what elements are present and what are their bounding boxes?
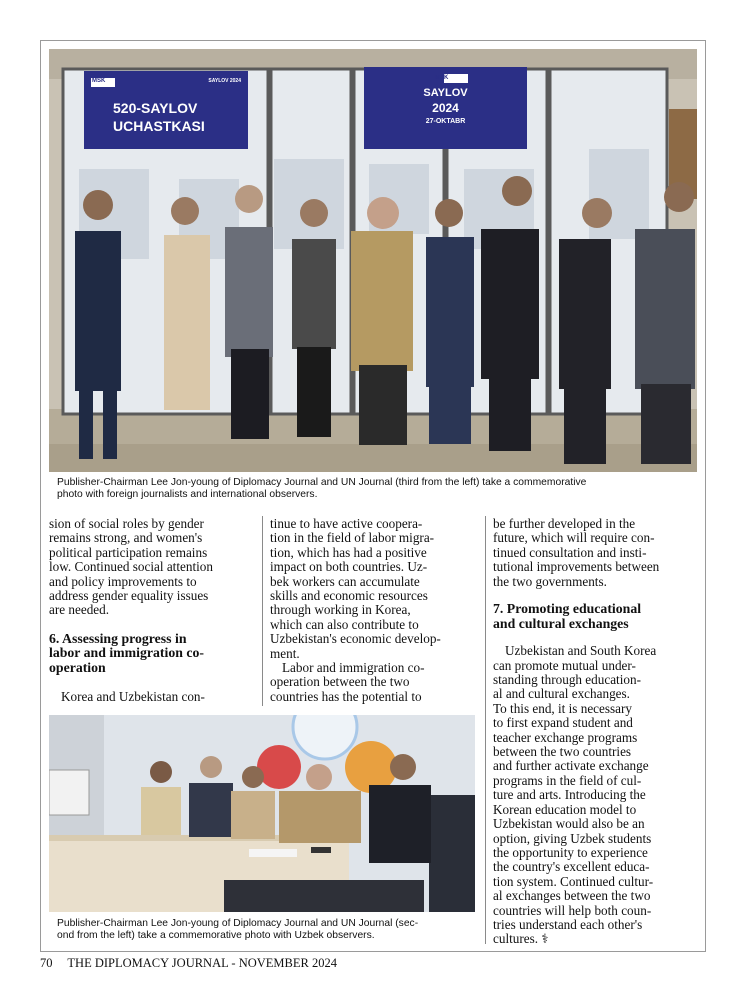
sign-line-1: 520-SAYLOV	[113, 100, 198, 116]
col1-intro-line: sion of social roles by gender	[49, 516, 204, 531]
publication-name: THE DIPLOMACY JOURNAL - NOVEMBER 2024	[67, 956, 337, 970]
sign-line-2: 2024	[432, 101, 459, 115]
heading-line: operation	[49, 660, 106, 676]
caption-line: Publisher-Chairman Lee Jon-young of Diplomacy Journal and UN Journal (sec-	[57, 918, 419, 929]
col1-intro-line: low. Continued social attention	[49, 559, 213, 575]
section-heading-7	[493, 602, 698, 631]
col3-line	[493, 932, 698, 946]
col3-line: between the two countries	[493, 744, 632, 760]
top-photo-caption	[57, 477, 702, 502]
col3-line: can promote mutual under-	[493, 657, 636, 673]
col1-intro-line: are needed.	[49, 602, 110, 618]
col3-line: programs in the field of cul-	[493, 772, 642, 788]
heading-line: and cultural exchanges	[493, 615, 629, 631]
col2-line: Labor and immigration co-	[282, 660, 425, 676]
col2-line: ment.	[270, 645, 300, 661]
col3-line: To this end, it is necessary	[493, 700, 632, 716]
col2-line: bek workers can accumulate	[270, 573, 420, 589]
caption-line: ond from the left) take a commemorative photo with Uzbek observers.	[57, 930, 375, 942]
col3-line: tries understand each other's	[493, 916, 643, 932]
col1-intro-line: political participation remains	[49, 544, 208, 560]
col1-intro-line: and policy improvements to	[49, 573, 197, 589]
column-divider	[262, 516, 263, 706]
col2-line: Uzbekistan's economic develop-	[270, 631, 441, 647]
sign-line-2: UCHASTKASI	[113, 118, 205, 134]
col3-intro-line: be further developed in the	[493, 516, 636, 531]
col1-intro-line: address gender equality issues	[49, 588, 209, 604]
col3-intro-line: tinued consultation and insti-	[493, 544, 647, 560]
col3-line: countries will help both coun-	[493, 902, 652, 918]
col3-line: option, giving Uzbek students	[493, 830, 652, 846]
column-divider	[485, 516, 486, 944]
caption-line: photo with foreign journalists and international observers.	[57, 489, 318, 501]
column-1	[49, 517, 253, 704]
col2-line: which can also contribute to	[270, 616, 419, 632]
col3-last-line: cultures.	[493, 931, 539, 947]
col3-intro-line: future, which will require con-	[493, 530, 655, 546]
col3-line: Uzbekistan and South Korea	[505, 643, 657, 659]
col3-line: the opportunity to experience	[493, 844, 648, 860]
section-heading-6	[49, 632, 253, 676]
top-photo	[49, 49, 697, 472]
col3-line: to first expand student and	[493, 715, 633, 731]
col2-line: tinue to have active coopera-	[270, 516, 423, 531]
col3-line: ture and arts. Introducing the	[493, 787, 646, 803]
col3-paragraph	[493, 644, 698, 947]
col3-line: Korean education model to	[493, 801, 637, 817]
sign-small-text: SAYLOV 2024	[208, 78, 241, 84]
col3-line: and further activate exchange	[493, 758, 649, 774]
sign-line-1: SAYLOV	[423, 87, 468, 99]
col3-line: tion system. Continued cultur-	[493, 873, 654, 889]
sign-line-3: 27-OKTABR	[425, 118, 466, 125]
page-number: 70	[40, 956, 53, 970]
bottom-photo	[49, 715, 475, 912]
caption-line: Publisher-Chairman Lee Jon-young of Diplomacy Journal and UN Journal (third from the left) take a commemorative	[57, 477, 587, 488]
col3-line: al exchanges between the two	[493, 888, 651, 904]
col2-line: countries has the potential to	[270, 688, 422, 704]
page-footer	[40, 956, 337, 971]
end-mark-icon: ⚕	[541, 931, 549, 947]
col3-line: standing through education-	[493, 672, 641, 688]
sign-saylov-2024	[365, 68, 526, 148]
heading-line: labor and immigration co-	[49, 645, 204, 661]
bottom-photo-caption	[57, 918, 477, 943]
col1-paragraph: Korea and Uzbekistan con-	[61, 688, 205, 704]
col2-line: impact on both countries. Uz-	[270, 559, 428, 575]
col3-intro-line: tutional improvements between	[493, 559, 660, 575]
col2-line: skills and economic resources	[270, 588, 428, 604]
msk-logo: MSK	[435, 75, 449, 81]
col3-line: the country's excellent educa-	[493, 859, 650, 875]
msk-logo: MSK	[92, 78, 106, 84]
column-2	[270, 517, 475, 704]
heading-line: 6. Assessing progress in	[49, 630, 187, 646]
col2-line: operation between the two	[270, 674, 410, 690]
col2-line: through working in Korea,	[270, 602, 411, 618]
sign-520-saylov	[85, 72, 247, 148]
column-3	[493, 517, 698, 947]
col3-line: al and cultural exchanges.	[493, 686, 630, 702]
col3-intro-line: the two governments.	[493, 573, 607, 589]
col2-line: tion, which has had a positive	[270, 544, 427, 560]
col3-line: teacher exchange programs	[493, 729, 638, 745]
col1-intro-line: remains strong, and women's	[49, 530, 203, 546]
heading-line: 7. Promoting educational	[493, 601, 642, 617]
col3-line: Uzbekistan would also be an	[493, 816, 645, 832]
col2-line: tion in the field of labor migra-	[270, 530, 435, 546]
